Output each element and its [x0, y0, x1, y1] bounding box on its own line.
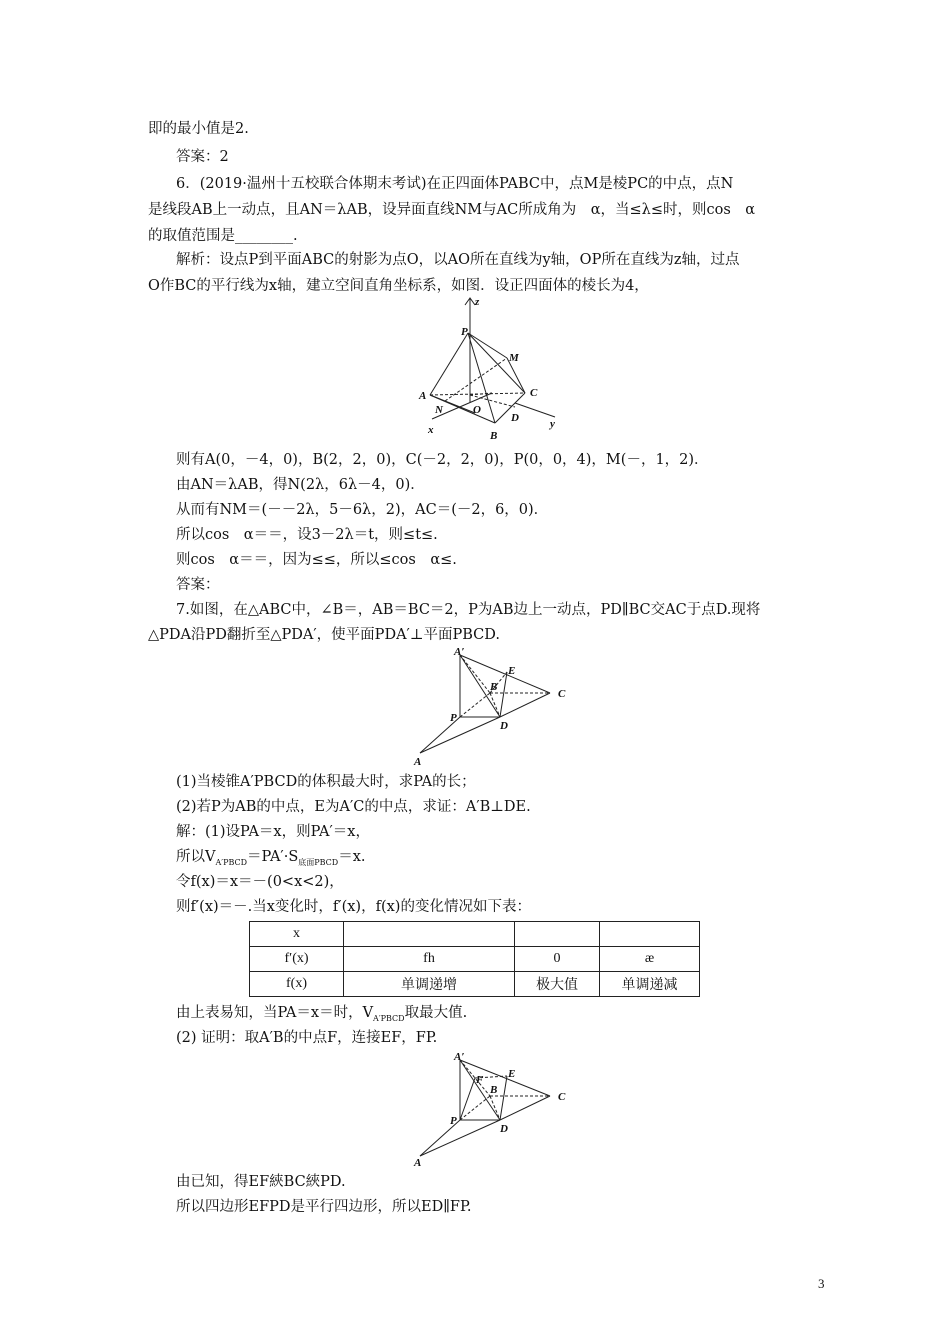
fig2-label-c: C: [558, 688, 566, 700]
page-number: 3: [818, 1276, 825, 1291]
volume-subscript: A′PBCD: [215, 857, 248, 867]
text-line: 所以cos α＝＝，设3－2λ＝t，则≤t≤.: [176, 527, 438, 543]
volume-line-mid: ＝PA′·S: [247, 849, 299, 865]
text-line: O作BC的平行线为x轴，建立空间直角坐标系，如图．设正四面体的棱长为4，: [148, 278, 649, 294]
table-cell: x: [250, 922, 344, 947]
text-line: 由AN＝λAB，得N(2λ，6λ－4，0)．: [176, 477, 425, 493]
table-cell: [600, 922, 700, 947]
fig1-label-y: y: [550, 418, 555, 430]
table-cell: f′(x): [250, 947, 344, 972]
table-cell: 单调递减: [600, 972, 700, 997]
text-line: (1)当棱锥A′PBCD的体积最大时，求PA的长；: [176, 774, 476, 790]
volume-line-end: ＝x.: [338, 849, 366, 865]
base-subscript: 底面PBCD: [298, 857, 339, 867]
variation-table: [249, 921, 700, 997]
text-line: 从而有NM＝(－－2λ，5－6λ，2)，AC＝(－2，6，0)．: [176, 502, 549, 518]
table-row: [250, 972, 700, 997]
text-line: 答案：: [176, 577, 220, 593]
fig3-label-d: D: [500, 1123, 508, 1135]
text-line: 解：(1)设PA＝x，则PA′＝x，: [176, 824, 370, 840]
table-cell: æ: [600, 947, 700, 972]
fig1-label-o: O: [473, 404, 481, 416]
text-line: 的取值范围是________.: [148, 228, 298, 244]
fig1-label-p: P: [461, 326, 468, 338]
text-line: 则cos α＝＝，因为≤≤，所以≤cos α≤.: [176, 552, 457, 568]
table-cell: fh: [344, 947, 515, 972]
max-line-start: 由上表易知，当PA＝x＝时，V: [176, 1005, 374, 1021]
fig2-label-b: B: [490, 681, 498, 693]
table-cell: 极大值: [515, 972, 600, 997]
text-line: 是线段AB上一动点，且AN＝λAB，设异面直线NM与AC所成角为 α，当≤λ≤时，则cos α: [148, 202, 756, 218]
table-cell: f(x): [250, 972, 344, 997]
table-row: [250, 947, 700, 972]
folded-triangle-figure: [410, 645, 580, 770]
text-line: △PDA沿PD翻折至△PDA′，使平面PDA′⊥平面PBCD.: [148, 627, 500, 643]
table-row: [250, 922, 700, 947]
text-line: 则有A(0，－4，0)，B(2，2，0)，C(－2，2，0)，P(0，0，4)，M(－，1，2)．: [176, 452, 709, 468]
volume-subscript: A′PBCD: [373, 1013, 405, 1023]
volume-line-start: 所以V: [176, 849, 216, 865]
fig3-label-c: C: [558, 1091, 566, 1103]
fig2-label-d: D: [500, 720, 508, 732]
text-line: 解析：设点P到平面ABC的射影为点O，以AO所在直线为y轴，OP所在直线为z轴，过点: [176, 252, 740, 268]
fig3-label-a: A: [414, 1157, 422, 1169]
text-line: 则f′(x)＝－.当x变化时，f′(x)，f(x)的变化情况如下表：: [176, 899, 531, 915]
fig1-label-z: z: [475, 296, 480, 308]
text-line: (2)若P为AB的中点，E为A′C的中点，求证：A′B⊥DE.: [176, 799, 531, 815]
fig3-label-p: P: [450, 1115, 457, 1127]
table-cell: [515, 922, 600, 947]
table-cell: 0: [515, 947, 600, 972]
text-line: 答案：2: [176, 149, 229, 165]
fig2-label-p: P: [450, 712, 457, 724]
fig1-label-n: N: [435, 404, 443, 416]
text-line: 即的最小值是2.: [148, 121, 249, 137]
fig1-label-m: M: [509, 352, 519, 364]
max-line-end: 取最大值.: [404, 1005, 468, 1021]
fig1-label-x: x: [428, 424, 434, 436]
table-cell: 单调递增: [344, 972, 515, 997]
text-line: [176, 1003, 467, 1029]
table-cell: [344, 922, 515, 947]
tetrahedron-figure: [410, 295, 580, 445]
text-line: 6．(2019·温州十五校联合体期末考试)在正四面体PABC中，点M是棱PC的中点，点N: [176, 176, 734, 192]
text-line: (2) 证明：取A′B的中点F，连接EF，FP.: [176, 1030, 438, 1046]
text-line: [176, 847, 366, 873]
fig2-label-e: E: [508, 665, 516, 677]
fig3-label-e: E: [508, 1068, 516, 1080]
fig1-label-a: A: [419, 390, 427, 402]
fig1-label-d: D: [511, 412, 519, 424]
fig3-label-a-prime: A′: [454, 1051, 465, 1063]
text-line: 7.如图，在△ABC中，∠B＝，AB＝BC＝2，P为AB边上一动点，PD∥BC交AC于点D.现将: [176, 602, 761, 618]
fig2-label-a: A: [414, 756, 422, 768]
fig3-label-b: B: [490, 1084, 498, 1096]
text-line: 所以四边形EFPD是平行四边形，所以ED∥FP.: [176, 1199, 472, 1215]
fig2-label-a-prime: A′: [454, 646, 465, 658]
fig1-label-b: B: [490, 430, 498, 442]
fig3-label-f: F: [476, 1074, 484, 1086]
text-line: 令f(x)＝x＝－(0<x<2)，: [176, 874, 344, 890]
text-line: 由已知，得EF綊BC綊PD.: [176, 1174, 346, 1190]
fig1-label-c: C: [530, 387, 538, 399]
proof-figure: [410, 1050, 580, 1170]
